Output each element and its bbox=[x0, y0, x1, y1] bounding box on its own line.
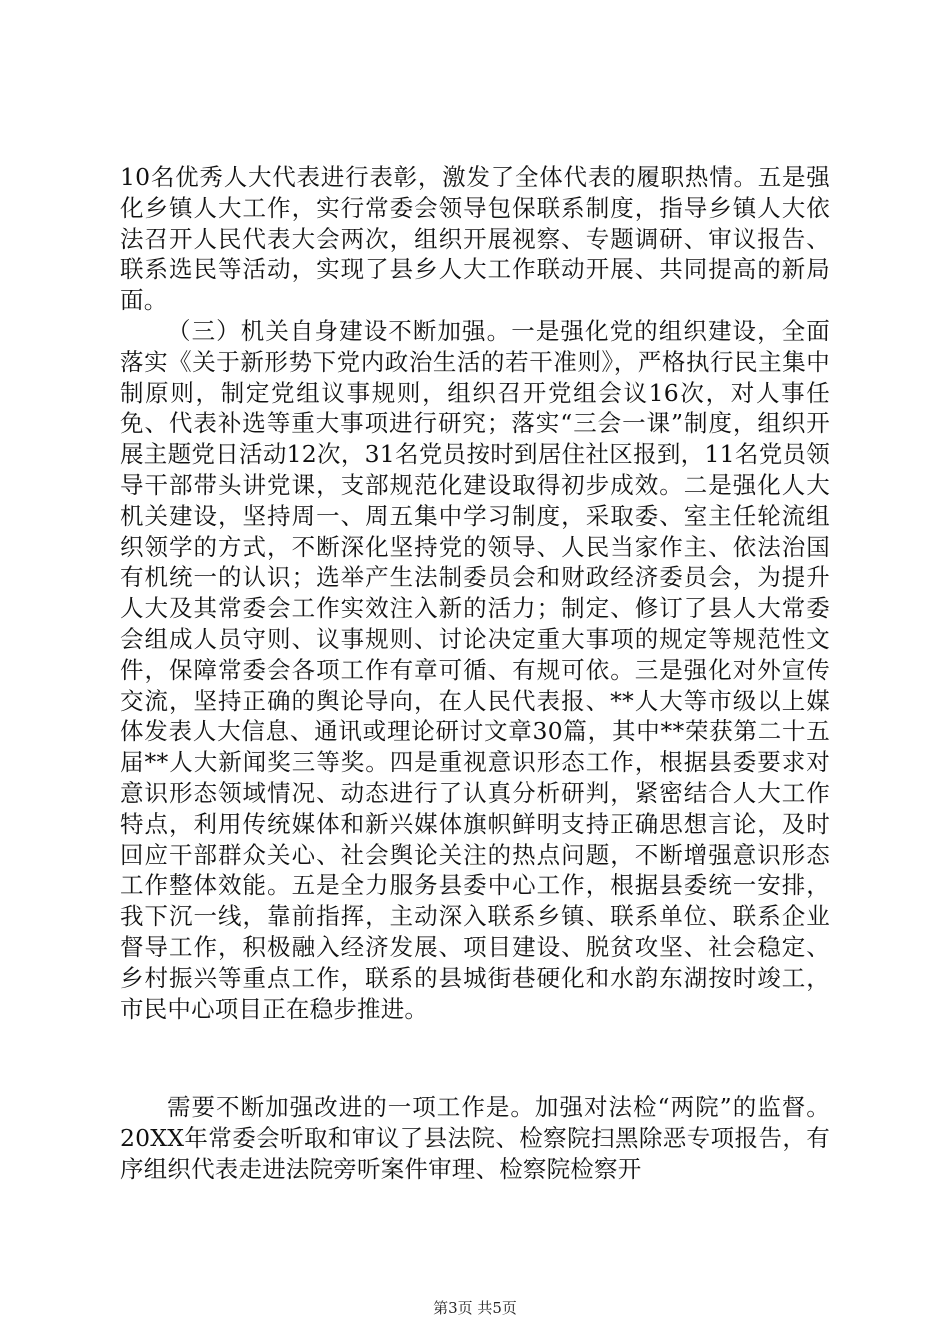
document-body-upper bbox=[120, 162, 830, 1024]
page-footer: 第3页 共5页 bbox=[433, 1299, 517, 1317]
document-body-lower bbox=[120, 1092, 830, 1184]
paragraph-improvement: 需要不断加强改进的一项工作是。加强对法检“两院”的监督。20XX年常委会听取和审议了县法院、检察院扫黑除恶专项报告，有序组织代表走进法院旁听案件审理、检察院检察开 bbox=[120, 1093, 830, 1183]
paragraph-continuation: 10名优秀人大代表进行表彰，激发了全体代表的履职热情。五是强化乡镇人大工作，实行常委会领导包保联系制度，指导乡镇人大依法召开人民代表大会两次，组织开展视察、专题调研、审议报告、联系选民等活动，实现了县乡人大工作联动开展、共同提高的新局面。 bbox=[120, 163, 830, 315]
paragraph-section-three: （三）机关自身建设不断加强。一是强化党的组织建设，全面落实《关于新形势下党内政治生活的若干准则》，严格执行民主集中制原则，制定党组议事规则，组织召开党组会议16次，对人事任免、代表补选等重大事项进行研究；落实“三会一课”制度，组织开展主题党日活动12次，31名党员按时到居住社区报到，11名党员领导干部带头讲党课，支部规范化建设取得初步成效。二是强化人大机关建设，坚持周一、周五集中学习制度，采取委、室主任轮流组织领学的方式，不断深化坚持党的领导、人民当家作主、依法治国有机统一的认识；选举产生法制委员会和财政经济委员会，为提升人大及其常委会工作实效注入新的活力；制定、修订了县人大常委会组成人员守则、议事规则、讨论决定重大事项的规定等规范性文件，保障常委会各项工作有章可循、有规可依。三是强化对外宣传交流，坚持正确的舆论导向，在人民代表报、**人大等市级以上媒体发表人大信息、通讯或理论研讨文章30篇，其中**荣获第二十五届**人大新闻奖三等奖。四是重视意识形态工作，根据县委要求对意识形态领域情况、动态进行了认真分析研判，紧密结合人大工作特点，利用传统媒体和新兴媒体旗帜鲜明支持正确思想言论，及时回应干部群众关心、社会舆论关注的热点问题，不断增强意识形态工作整体效能。五是全力服务县委中心工作，根据县委统一安排，我下沉一线，靠前指挥，主动深入联系乡镇、联系单位、联系企业督导工作，积极融入经济发展、项目建设、脱贫攻坚、社会稳定、乡村振兴等重点工作，联系的县城街巷硬化和水韵东湖按时竣工，市民中心项目正在稳步推进。 bbox=[120, 316, 830, 1023]
